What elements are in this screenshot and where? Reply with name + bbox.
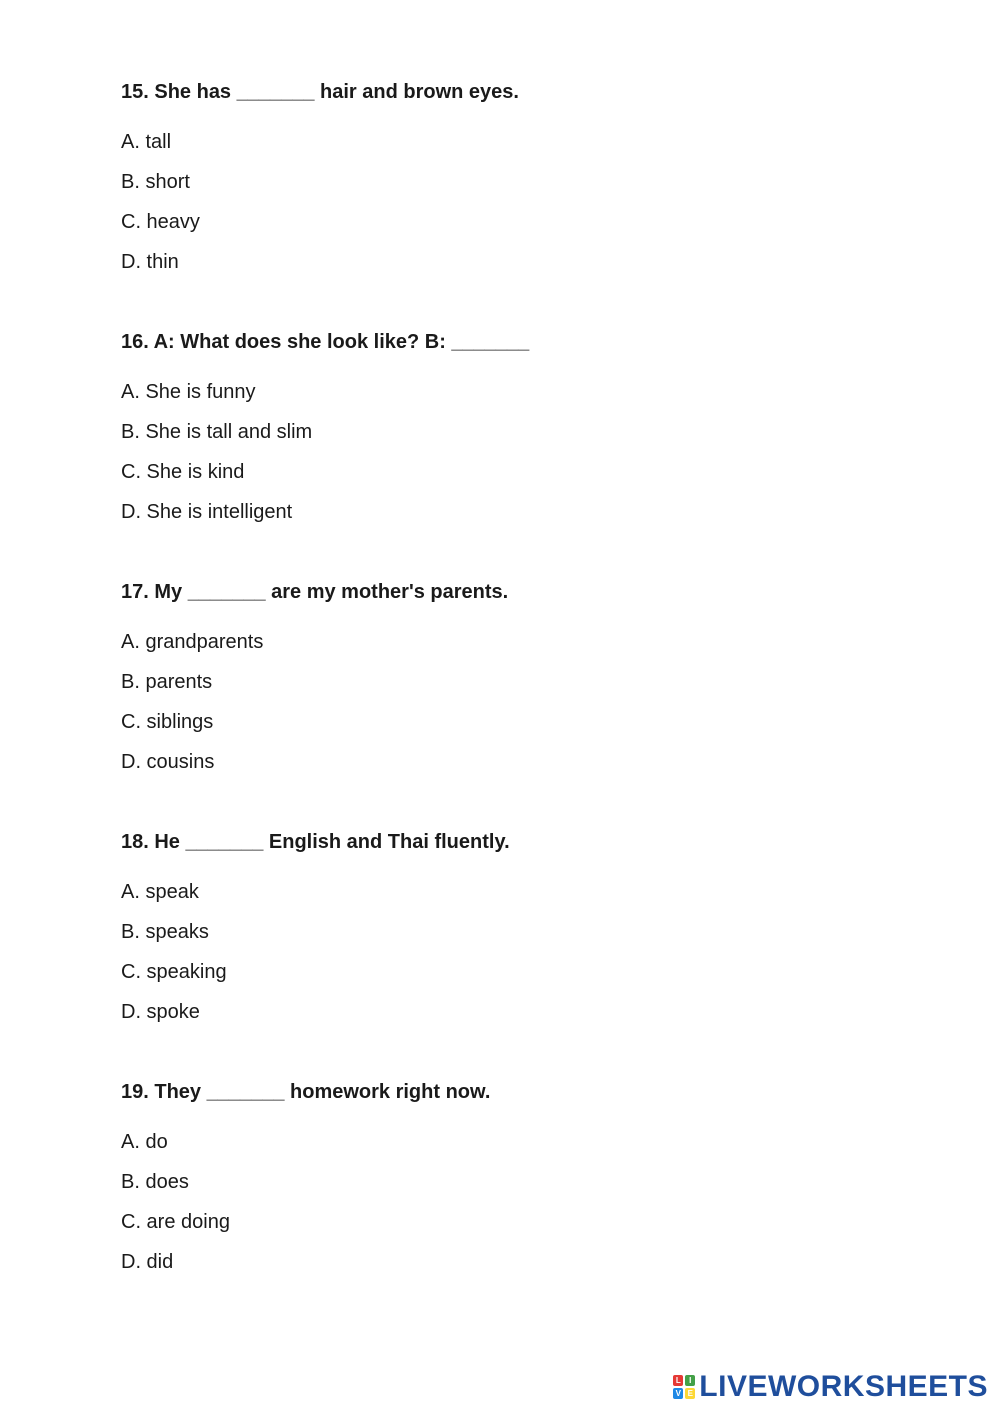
brand-name: LIVEWORKSHEETS [699,1370,988,1403]
option-a[interactable]: A. speak [121,881,199,903]
option-a[interactable]: A. She is funny [121,381,256,403]
option-d[interactable]: D. cousins [121,751,215,773]
options-list [121,380,881,524]
logo-letter: E [685,1388,695,1399]
question-17 [121,580,881,774]
option-d[interactable]: D. She is intelligent [121,501,293,523]
logo-letter: I [685,1375,695,1386]
option-b[interactable]: B. does [121,1171,189,1193]
option-b[interactable]: B. She is tall and slim [121,421,313,443]
option-c[interactable]: C. heavy [121,211,200,233]
question-18 [121,830,881,1024]
question-title: 19. They _______ homework right now. [121,1081,491,1103]
question-15 [121,80,881,274]
option-b[interactable]: B. speaks [121,921,209,943]
option-d[interactable]: D. did [121,1251,174,1273]
options-list [121,1130,881,1274]
option-b[interactable]: B. short [121,171,190,193]
options-list [121,130,881,274]
option-c[interactable]: C. speaking [121,961,227,983]
question-19 [121,1080,881,1274]
option-c[interactable]: C. siblings [121,711,214,733]
question-title: 16. A: What does she look like? B: _______ [121,331,530,353]
logo-letter: L [673,1375,683,1386]
option-c[interactable]: C. are doing [121,1211,230,1233]
option-a[interactable]: A. grandparents [121,631,264,653]
option-c[interactable]: C. She is kind [121,461,245,483]
option-d[interactable]: D. spoke [121,1001,200,1023]
options-list [121,630,881,774]
question-title: 17. My _______ are my mother's parents. [121,581,509,603]
question-title: 15. She has _______ hair and brown eyes. [121,81,519,103]
option-d[interactable]: D. thin [121,251,179,273]
liveworksheets-logo-icon [673,1375,695,1399]
logo-letter: V [673,1388,683,1399]
question-16 [121,330,881,524]
option-a[interactable]: A. tall [121,131,172,153]
options-list [121,880,881,1024]
option-a[interactable]: A. do [121,1131,168,1153]
question-title: 18. He _______ English and Thai fluently. [121,831,510,853]
liveworksheets-logo [673,1372,988,1402]
option-b[interactable]: B. parents [121,671,213,693]
